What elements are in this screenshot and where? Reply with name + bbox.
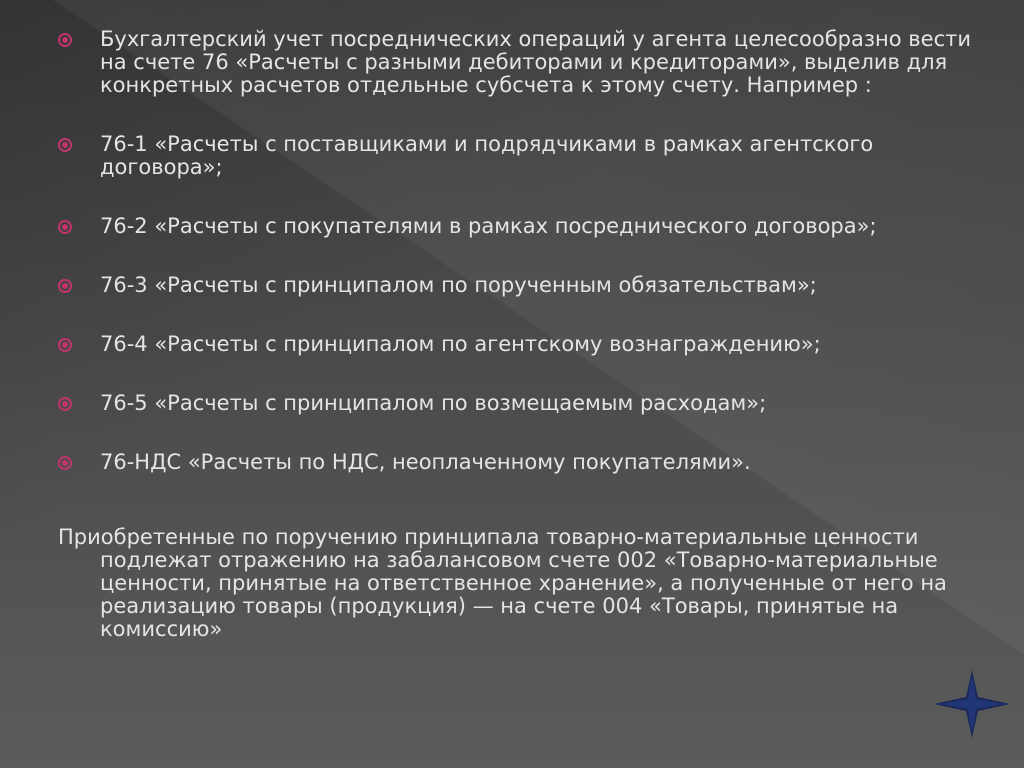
bullet-text: 76-3 «Расчеты с принципалом по порученным обязательствам»; bbox=[100, 273, 817, 297]
bullet-item bbox=[58, 451, 978, 474]
bullet-circle-icon bbox=[58, 33, 72, 47]
closing-paragraph-text: Приобретенные по поручению принципала товарно-материальные ценности подлежат отражению на забалансовом счете 002 «Товарно-материальные ценности, принятые на ответственное хранение», а полученные от него на реализацию товары (продукция) — на счете 004 «Товары, принятые на комиссию» bbox=[58, 525, 947, 641]
bullet-text: 76-2 «Расчеты с покупателями в рамках посреднического договора»; bbox=[100, 214, 877, 238]
bullet-circle-icon bbox=[58, 338, 72, 352]
bullet-item bbox=[58, 333, 978, 356]
bullet-item bbox=[58, 392, 978, 415]
bullet-item bbox=[58, 28, 978, 97]
bullet-circle-icon bbox=[58, 279, 72, 293]
bullet-circle-icon bbox=[58, 220, 72, 234]
bullet-item bbox=[58, 274, 978, 297]
bullet-list bbox=[58, 22, 978, 474]
bullet-text: 76-НДС «Расчеты по НДС, неоплаченному покупателями». bbox=[100, 450, 751, 474]
bullet-circle-icon bbox=[58, 397, 72, 411]
bullet-circle-icon bbox=[58, 138, 72, 152]
bullet-text: 76-1 «Расчеты с поставщиками и подрядчиками в рамках агентского договора»; bbox=[100, 132, 874, 179]
bullet-item bbox=[58, 133, 978, 179]
bullet-text: 76-5 «Расчеты с принципалом по возмещаемым расходам»; bbox=[100, 391, 767, 415]
bullet-item bbox=[58, 215, 978, 238]
bullet-text: Бухгалтерский учет посреднических операций у агента целесообразно вести на счете 76 «Расчеты с разными дебиторами и кредиторами», выделив для конкретных расчетов отдельные субсчета к этому счету. Например : bbox=[100, 27, 971, 97]
bullet-circle-icon bbox=[58, 456, 72, 470]
closing-paragraph bbox=[58, 526, 1020, 641]
bullet-text: 76-4 «Расчеты с принципалом по агентскому вознаграждению»; bbox=[100, 332, 821, 356]
four-point-star-icon bbox=[934, 670, 1010, 738]
